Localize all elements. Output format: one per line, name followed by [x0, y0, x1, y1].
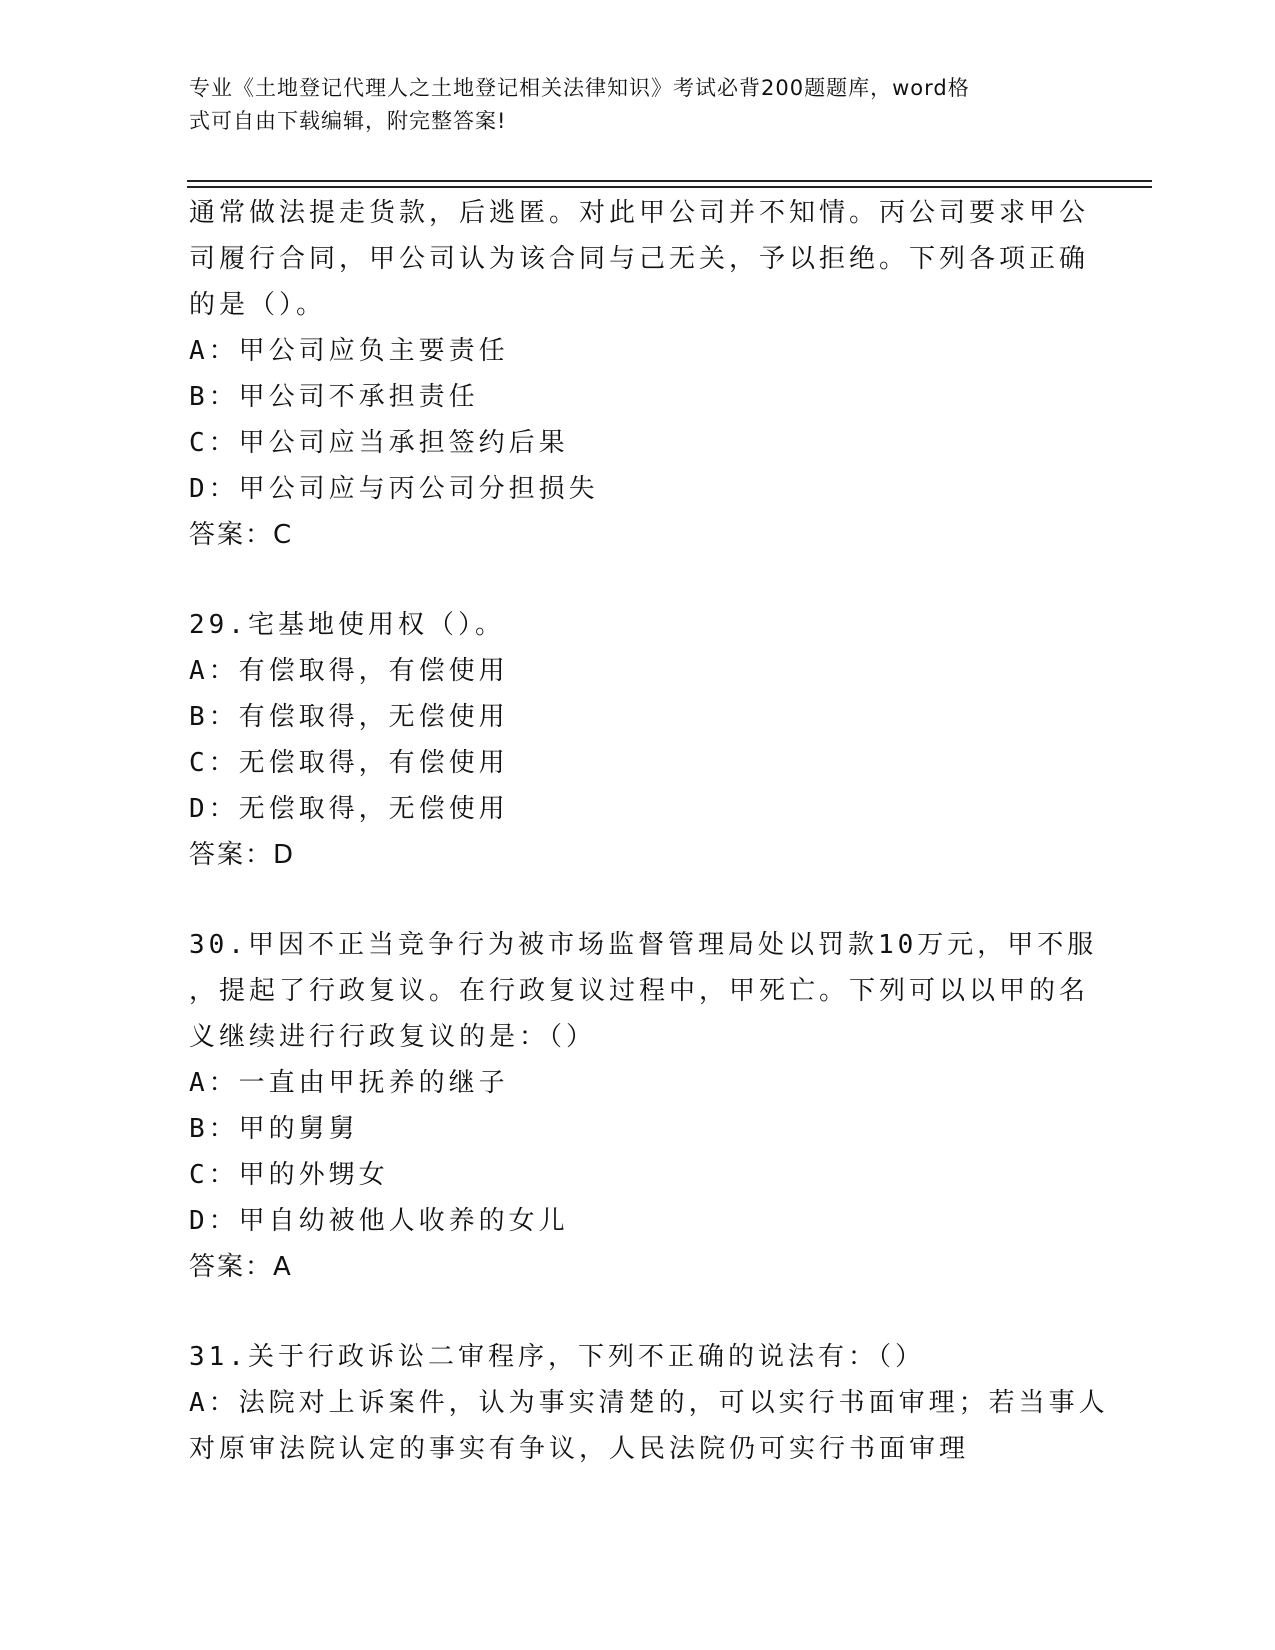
document-body — [189, 190, 1109, 1472]
option-a: A：甲公司应负主要责任 — [189, 336, 509, 366]
document-header — [189, 72, 1089, 138]
answer-line: 答案：C — [189, 520, 294, 550]
option-b: B：有偿取得，无偿使用 — [189, 702, 509, 732]
question-block — [189, 1334, 1109, 1472]
header-line: 专业《土地登记代理人之土地登记相关法律知识》考试必背200题题库，word格 — [189, 76, 970, 100]
option-c: C：甲的外甥女 — [189, 1160, 389, 1190]
question-block — [189, 190, 1089, 558]
header-divider — [187, 180, 1152, 182]
question-stem-line: 29.宅基地使用权（）。 — [189, 610, 505, 640]
header-divider — [187, 186, 1152, 188]
option-c: C：甲公司应当承担签约后果 — [189, 428, 569, 458]
question-stem-line: 通常做法提走货款，后逃匿。对此甲公司并不知情。丙公司要求甲公 — [189, 198, 1090, 228]
option-a: A：法院对上诉案件，认为事实清楚的，可以实行书面审理；若当事人 — [189, 1388, 1109, 1418]
answer-line: 答案：D — [189, 840, 296, 870]
question-stem-line: 31.关于行政诉讼二审程序，下列不正确的说法有：（） — [189, 1342, 925, 1372]
question-block — [189, 602, 1089, 878]
question-stem-line: 30.甲因不正当竞争行为被市场监督管理局处以罚款10万元，甲不服 — [189, 930, 1098, 960]
question-stem-line: 义继续进行行政复议的是：（） — [189, 1022, 597, 1052]
option-d: D：无偿取得，无偿使用 — [189, 794, 509, 824]
option-b: B：甲的舅舅 — [189, 1114, 359, 1144]
option-d: D：甲自幼被他人收养的女儿 — [189, 1206, 569, 1236]
option-b: B：甲公司不承担责任 — [189, 382, 479, 412]
option-a: A：一直由甲抚养的继子 — [189, 1068, 509, 1098]
option-c: C：无偿取得，有偿使用 — [189, 748, 509, 778]
option-a-continued: 对原审法院认定的事实有争议，人民法院仍可实行书面审理 — [189, 1434, 970, 1464]
option-a: A：有偿取得，有偿使用 — [189, 656, 509, 686]
answer-line: 答案：A — [189, 1252, 293, 1282]
option-d: D：甲公司应与丙公司分担损失 — [189, 474, 599, 504]
question-stem-line: 的是（）。 — [189, 290, 327, 320]
question-block — [189, 922, 1098, 1290]
question-stem-line: 司履行合同，甲公司认为该合同与己无关，予以拒绝。下列各项正确 — [189, 244, 1090, 274]
question-stem-line: ，提起了行政复议。在行政复议过程中，甲死亡。下列可以以甲的名 — [189, 976, 1090, 1006]
header-line: 式可自由下载编辑，附完整答案! — [189, 109, 507, 133]
